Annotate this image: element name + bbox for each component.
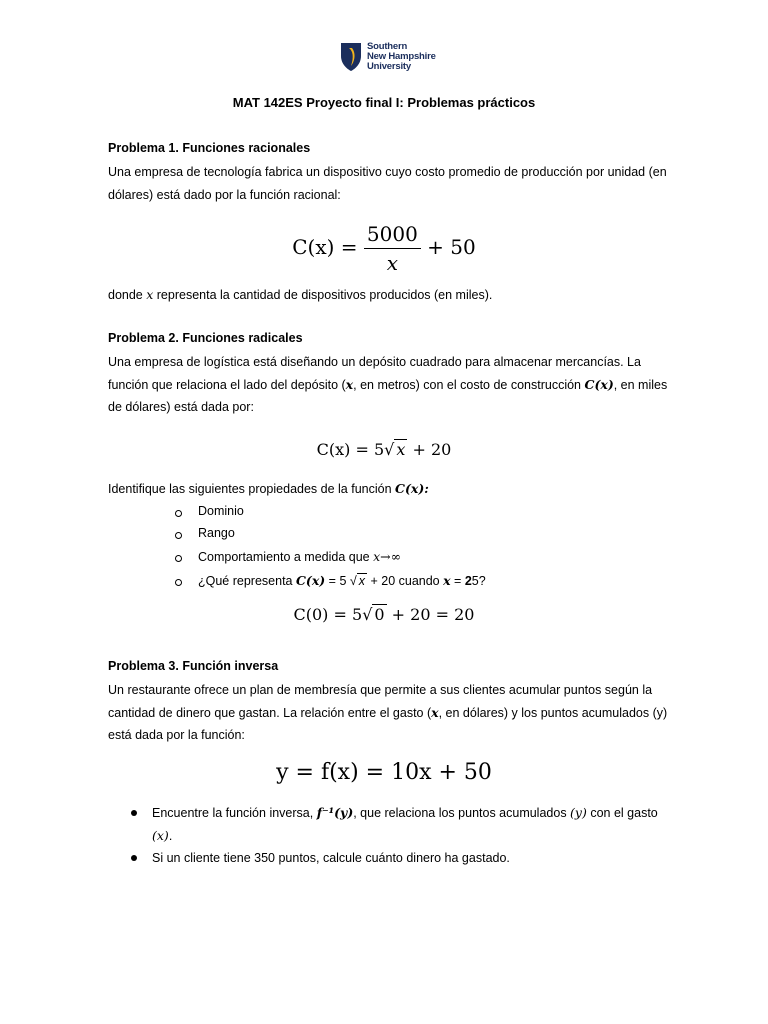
logo-text <box>367 42 436 72</box>
text-fragment: , que relaciona los puntos acumulados <box>353 806 571 820</box>
shield-icon <box>340 42 362 72</box>
circle-bullet-icon <box>175 532 182 539</box>
list-item-label: Dominio <box>198 504 244 518</box>
list-item-label <box>152 802 672 847</box>
fraction-numerator: 5000 <box>364 222 421 249</box>
text-fragment: = <box>450 574 465 588</box>
list-item-label <box>198 573 486 588</box>
equation-rhs: + 50 <box>427 235 476 259</box>
equation-radical <box>0 439 768 459</box>
math-variable: x <box>146 287 154 302</box>
text-fragment: Identifique las siguientes propiedades de la función <box>108 482 396 496</box>
university-logo <box>340 42 436 72</box>
text-fragment: Comportamiento a medida que <box>198 550 374 564</box>
math-variable: x <box>345 376 354 392</box>
equation-rhs: + 20 <box>412 440 452 459</box>
problem-2-heading: Problema 2. Funciones radicales <box>108 331 303 345</box>
circle-bullet-icon <box>175 555 182 562</box>
sqrt-expression: √ x <box>349 574 365 588</box>
logo-line-1: Southern <box>367 41 408 52</box>
text-fragment: , en dólares) y los puntos acumulados (y) está dada por la función: <box>108 705 668 742</box>
fraction-denominator: x <box>386 251 398 275</box>
text-fragment: 5? <box>471 574 486 588</box>
equation-rational <box>0 222 768 275</box>
equation-lhs: C(x) = <box>292 235 358 259</box>
circle-bullet-icon <box>175 579 182 586</box>
math-variable: x <box>431 704 439 720</box>
text-fragment: donde <box>108 288 147 302</box>
list-item-label: Rango <box>198 526 235 540</box>
bullet-icon <box>131 810 137 816</box>
text-fragment: + 20 cuando <box>367 574 444 588</box>
radicand: x <box>358 574 365 588</box>
problem-2-text <box>108 351 668 419</box>
radicand: x <box>396 440 406 459</box>
fraction <box>364 222 421 275</box>
text-fragment: , en metros) con el costo de construcción <box>353 377 585 392</box>
math-expression: f⁻¹(y) <box>316 805 354 820</box>
list-item-label: Si un cliente tiene 350 puntos, calcule cuánto dinero ha gastado. <box>152 851 510 865</box>
equation-rhs: + 20 = 20 <box>391 605 475 624</box>
text-fragment: = 5 <box>325 574 350 588</box>
list-item-label <box>198 549 401 564</box>
text-fragment: . <box>168 828 173 843</box>
page-title: MAT 142ES Proyecto final I: Problemas prácticos <box>232 95 536 110</box>
math-expression: (x) <box>152 827 169 843</box>
problem-3-text <box>108 679 668 747</box>
text-fragment: Encuentre la función inversa, <box>152 806 317 820</box>
logo-line-3: University <box>367 61 411 72</box>
bullet-icon <box>131 855 137 861</box>
math-expression: (y) <box>570 805 587 820</box>
math-expression: x→∞ <box>373 549 402 564</box>
text-fragment: con el gasto <box>586 806 658 820</box>
problem-1-after-text <box>108 284 668 307</box>
equation-evaluation <box>0 604 768 624</box>
equation-linear: y = f(x) = 10x + 50 <box>276 760 492 785</box>
problem-1-text: Una empresa de tecnología fabrica un dispositivo cuyo costo promedio de producción por unidad (en dólares) está dado por la función racional: <box>108 165 667 202</box>
text-fragment: , en miles de dólares) está dada por: <box>108 377 668 414</box>
identify-text <box>108 478 668 501</box>
radicand: 0 <box>374 605 385 624</box>
text-fragment: Una empresa de logística está diseñando un depósito cuadrado para almacenar mercancías. La función que relaciona el lado del depósito ( <box>108 355 641 392</box>
problem-3-heading: Problema 3. Función inversa <box>108 659 279 673</box>
equation-lhs: C(0) = 5 <box>293 605 363 624</box>
text-fragment: representa la cantidad de dispositivos producidos (en miles). <box>153 288 493 302</box>
math-variable: C(x) <box>584 376 614 392</box>
math-variable: C(x): <box>395 481 429 496</box>
text-fragment: ¿Qué representa <box>198 574 296 588</box>
sqrt-expression: √ x <box>384 440 406 459</box>
text-fragment: 2 <box>464 574 472 588</box>
sqrt-expression: √ 0 <box>362 605 385 624</box>
logo-line-2: New Hampshire <box>367 51 436 62</box>
circle-bullet-icon <box>175 510 182 517</box>
math-variable: C(x) <box>295 573 326 588</box>
text-fragment: Un restaurante ofrece un plan de membresía que permite a sus clientes acumular puntos según la cantidad de dinero que gastan. La relación entre el gasto ( <box>108 683 653 720</box>
equation-lhs: C(x) = 5 <box>316 440 385 459</box>
problem-1-heading: Problema 1. Funciones racionales <box>108 141 311 155</box>
math-variable: x <box>443 573 451 588</box>
